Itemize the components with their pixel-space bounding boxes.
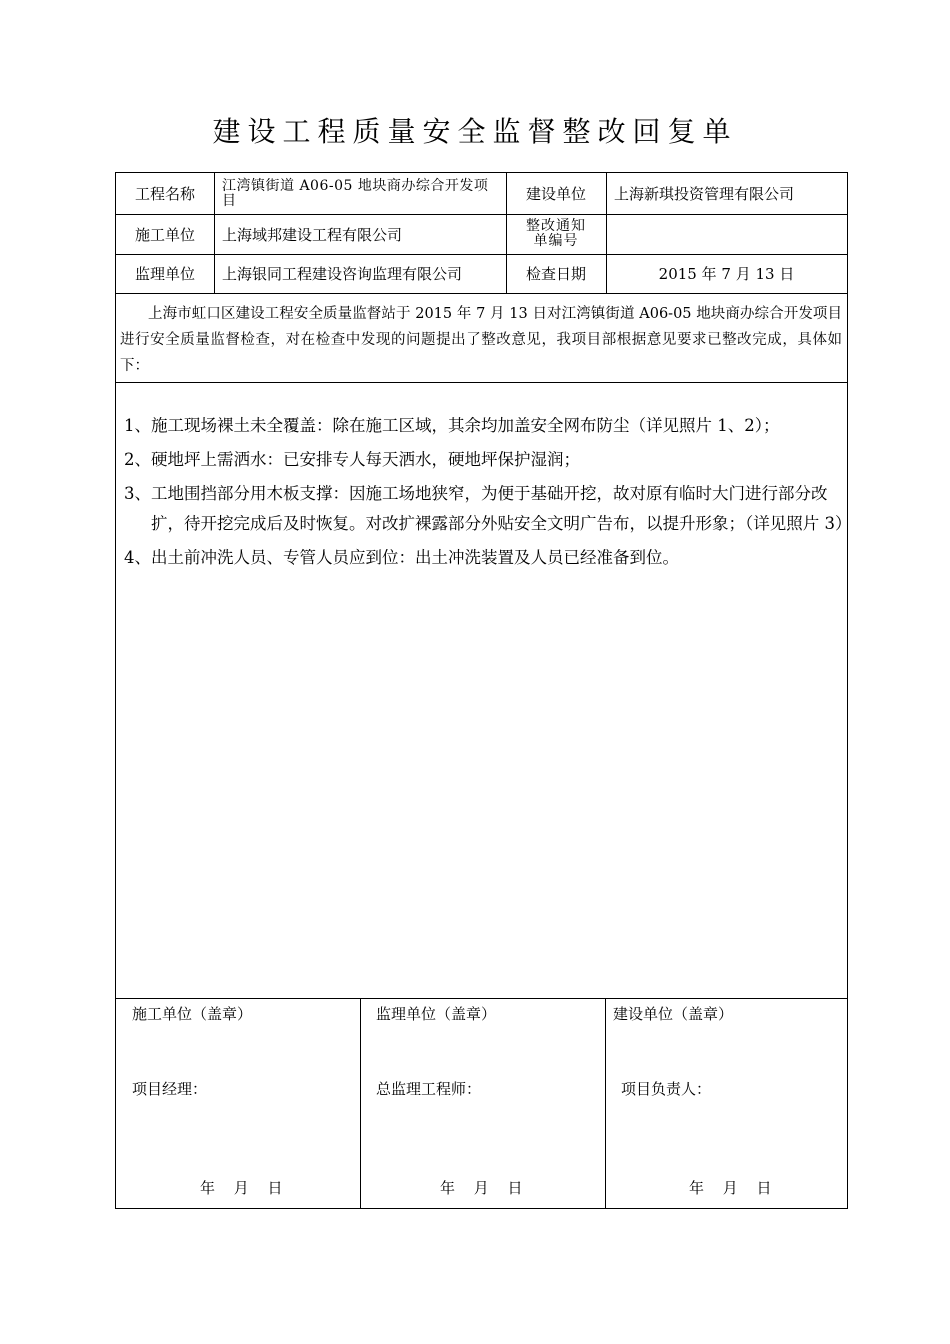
intro-paragraph: 上海市虹口区建设工程安全质量监督站于 2015 年 7 月 13 日对江湾镇街道 A06-05 地块商办综合开发项目进行安全质量监督检查，对在检查中发现的问题提出了整改意见，我项目部根据意见要求已整改完成，具体如下： <box>120 306 842 374</box>
item-text: 出土前冲洗人员、专管人员应到位：出土冲洗装置及人员已经准备到位。 <box>151 548 679 567</box>
notice-number-value <box>606 214 847 254</box>
notice-number-label: 整改通知单编号 <box>526 218 586 249</box>
rectification-items <box>124 411 852 577</box>
builder-label: 建设单位 <box>525 185 586 203</box>
builder-seal-label: 建设单位（盖章） <box>613 1005 734 1023</box>
col-divider <box>605 998 606 1208</box>
inspection-date-value: 2015 年 7 月 13 日 <box>658 265 795 283</box>
rectification-form <box>115 172 852 1209</box>
row-divider <box>116 998 847 999</box>
contractor-sign-date: 年 月 日 <box>200 1179 283 1197</box>
col-divider <box>360 998 361 1208</box>
builder-value: 上海新琪投资管理有限公司 <box>614 185 795 203</box>
project-manager-label: 项目经理： <box>132 1080 208 1098</box>
supervisor-label: 监理单位 <box>134 265 195 283</box>
row-divider <box>116 293 847 294</box>
project-name-label: 工程名称 <box>134 185 195 203</box>
list-item <box>124 411 846 441</box>
item-number: 3、 <box>124 484 151 503</box>
builder-sign-date: 年 月 日 <box>689 1179 772 1197</box>
supervisor-value: 上海银同工程建设咨询监理有限公司 <box>222 265 463 283</box>
supervisor-seal-label: 监理单位（盖章） <box>376 1005 497 1023</box>
item-number: 2、 <box>124 450 151 469</box>
contractor-label: 施工单位 <box>134 225 195 244</box>
inspection-date-label: 检查日期 <box>525 265 586 283</box>
item-number: 1、 <box>124 416 151 435</box>
contractor-seal-label: 施工单位（盖章） <box>132 1005 253 1023</box>
item-text: 硬地坪上需洒水：已安排专人每天洒水，硬地坪保护湿润； <box>151 450 580 469</box>
item-number: 4、 <box>124 548 151 567</box>
chief-supervisor-label: 总监理工程师： <box>376 1080 482 1098</box>
project-leader-label: 项目负责人： <box>621 1080 712 1098</box>
page-title: 建设工程质量安全监督整改回复单 <box>212 115 738 148</box>
item-text: 施工现场裸土未全覆盖：除在施工区域，其余均加盖安全网布防尘（详见照片 1、2）； <box>151 416 780 435</box>
row-divider <box>116 382 847 383</box>
supervisor-sign-date: 年 月 日 <box>440 1179 523 1197</box>
item-text: 工地围挡部分用木板支撑：因施工场地狭窄，为便于基础开挖，故对原有临时大门进行部分改扩，待开挖完成后及时恢复。对改扩裸露部分外贴安全文明广告布，以提升形象；（详见照片 3） <box>151 484 852 533</box>
project-name-value: 江湾镇街道 A06-05 地块商办综合开发项目 <box>222 177 489 209</box>
contractor-value: 上海域邦建设工程有限公司 <box>222 225 403 244</box>
list-item <box>124 445 846 475</box>
list-item <box>124 479 852 539</box>
list-item <box>124 543 846 573</box>
